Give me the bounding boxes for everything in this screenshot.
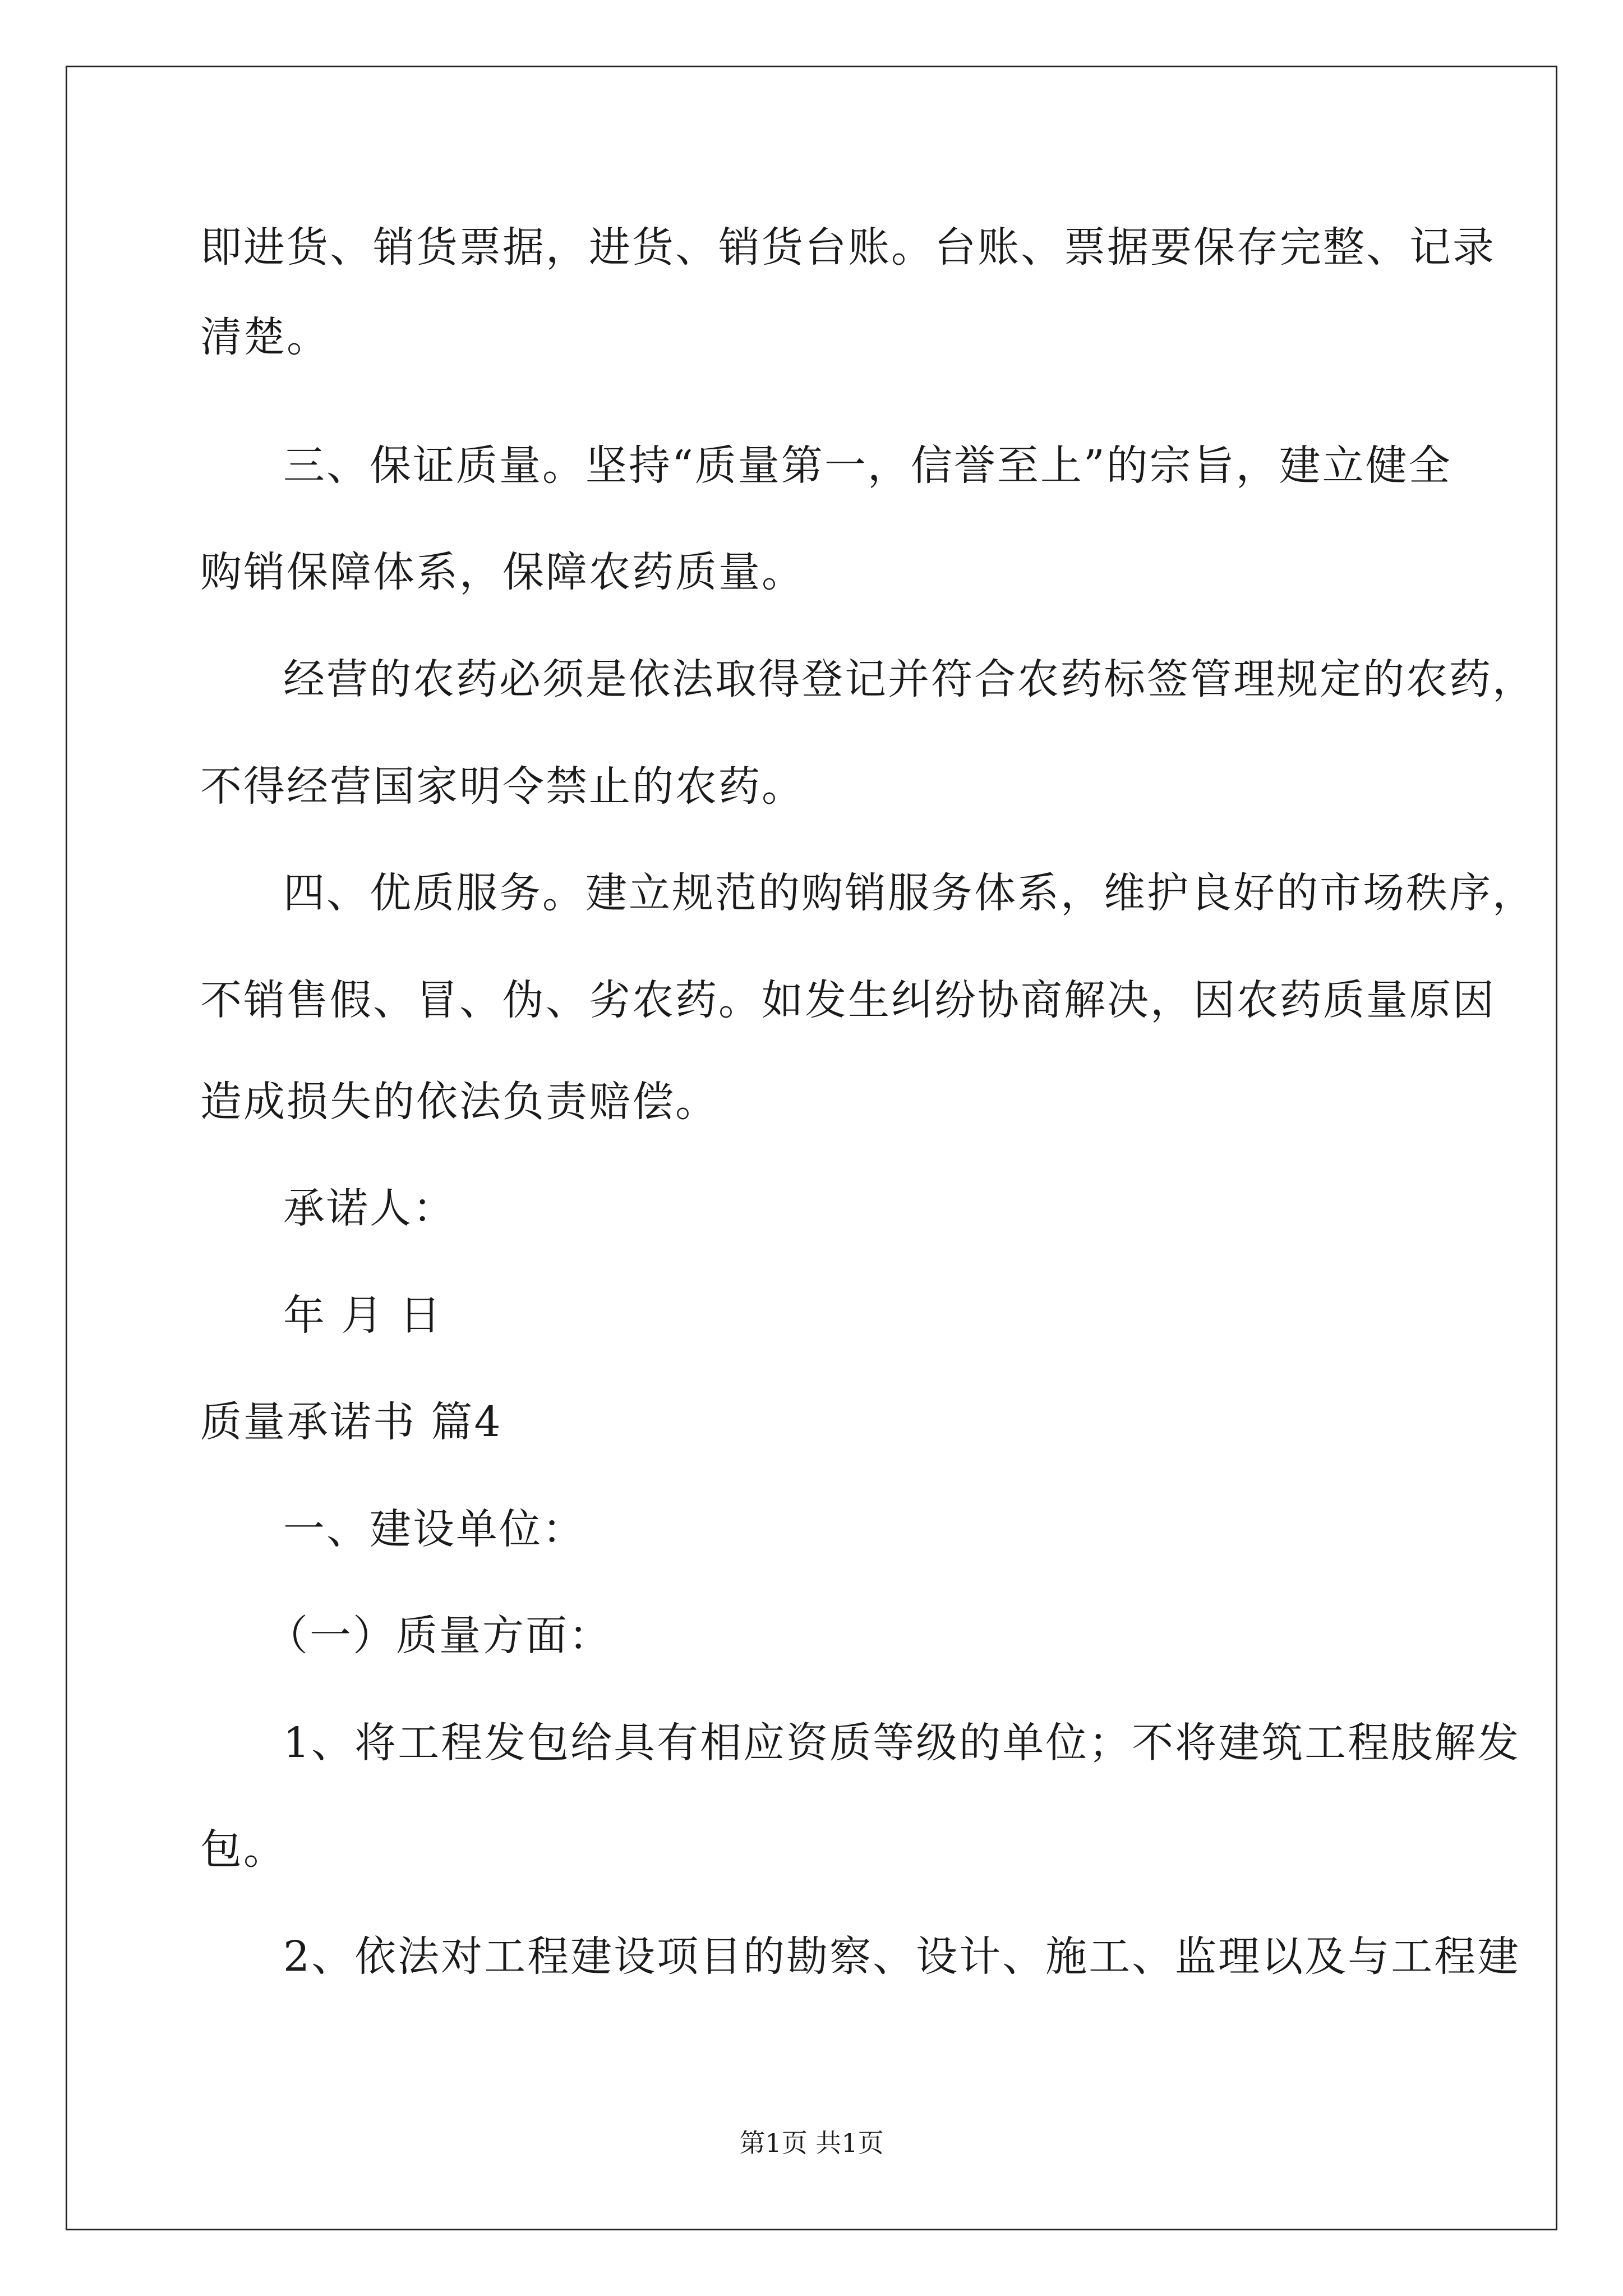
body-text-line: 经营的农药必须是依法取得登记并符合农药标签管理规定的农药， (283, 655, 1536, 703)
subsection-heading: （一）质量方面： (266, 1612, 612, 1660)
body-text-line: 三、保证质量。坚持“质量第一，信誉至上”的宗旨，建立健全 (283, 441, 1452, 490)
body-text-line: 四、优质服务。建立规范的购销服务体系，维护良好的市场秩序， (283, 869, 1536, 917)
body-text-line: 2、依法对工程建设项目的勘察、设计、施工、监理以及与工程建 (283, 1932, 1521, 1981)
signatory-label: 承诺人： (283, 1184, 456, 1232)
body-text-line: 购销保障体系，保障农药质量。 (200, 548, 805, 596)
body-text-line: 造成损失的依法负责赔偿。 (200, 1078, 718, 1126)
date-line: 年 月 日 (283, 1291, 443, 1340)
body-text-line: 包。 (200, 1825, 287, 1874)
subsection-heading: 一、建设单位： (283, 1505, 585, 1553)
section-heading: 质量承诺书 篇4 (200, 1398, 502, 1446)
body-text-line: 不得经营国家明令禁止的农药。 (200, 762, 805, 811)
body-text-line: 即进货、销货票据，进货、销货台账。台账、票据要保存完整、记录 (200, 223, 1496, 272)
page-footer: 第1页 共1页 (739, 2128, 884, 2158)
body-text-line: 不销售假、冒、伪、劣农药。如发生纠纷协商解决，因农药质量原因 (200, 976, 1496, 1024)
body-text-line: 1、将工程发包给具有相应资质等级的单位；不将建筑工程肢解发 (283, 1719, 1521, 1767)
body-text-line: 清楚。 (200, 313, 330, 361)
page-border (66, 66, 1557, 2230)
